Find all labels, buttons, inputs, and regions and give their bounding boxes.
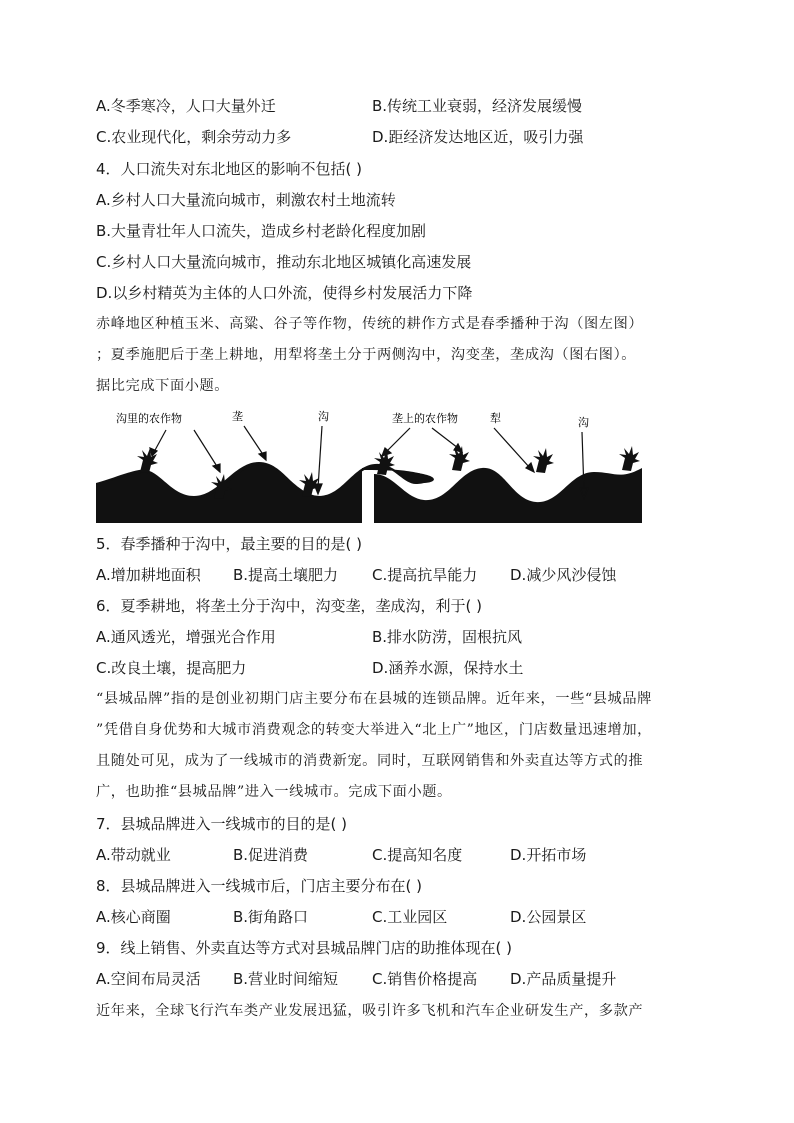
q8-option-a: A.核心商圈 — [96, 908, 171, 926]
q5-option-b: B.提高土壤肥力 — [233, 566, 339, 584]
q3-option-b: B.传统工业衰弱，经济发展缓慢 — [372, 97, 583, 115]
passage3-line2: ”凭借自身优势和大城市消费观念的转变大举进入“北上广”地区，门店数量迅速增加， — [96, 722, 652, 738]
q7-option-b: B.促进消费 — [233, 846, 309, 864]
q6-option-c: C.改良土壤，提高肥力 — [96, 659, 247, 677]
q6-option-a: A.通风透光，增强光合作用 — [96, 628, 276, 646]
q7-option-d: D.开拓市场 — [510, 846, 587, 864]
q9-stem: 9．线上销售、外卖直达等方式对县城品牌门店的助推体现在( ) — [96, 939, 513, 957]
q5-option-a: A.增加耕地面积 — [96, 566, 201, 584]
q5-option-c: C.提高抗旱能力 — [372, 566, 478, 584]
q7-stem: 7．县城品牌进入一线城市的目的是( ) — [96, 815, 348, 833]
passage3-line4: 广，也助推“县城品牌”进入一线城市。完成下面小题。 — [96, 784, 452, 800]
right-label-plow: 犁 — [490, 412, 501, 425]
left-label-furrow: 沟 — [318, 410, 329, 423]
q3-option-d: D.距经济发达地区近，吸引力强 — [372, 128, 584, 146]
q4-option-d: D.以乡村精英为主体的人口外流，使得乡村发展活力下降 — [96, 284, 473, 302]
q4-option-c: C.乡村人口大量流向城市，推动东北地区城镇化高速发展 — [96, 253, 472, 271]
q4-stem: 4．人口流失对东北地区的影响不包括( ) — [96, 160, 363, 178]
q4-option-b: B.大量青壮年人口流失，造成乡村老龄化程度加剧 — [96, 222, 427, 240]
right-crop-3 — [533, 448, 554, 473]
q8-option-c: C.工业园区 — [372, 908, 448, 926]
left-label-ridge: 垄 — [232, 410, 243, 423]
right-crop-4 — [619, 446, 640, 471]
q9-option-d: D.产品质量提升 — [510, 970, 617, 988]
passage2-line1: 赤峰地区种植玉米、高粱、谷子等作物，传统的耕作方式是春季播种于沟（图左图） — [96, 316, 644, 332]
q7-option-a: A.带动就业 — [96, 846, 171, 864]
q8-option-d: D.公园景区 — [510, 908, 587, 926]
passage2-line2: ；夏季施肥后于垄上耕地，用犁将垄土分于两侧沟中，沟变垄，垄成沟（图右图）。 — [96, 347, 637, 363]
q3-option-c: C.农业现代化，剩余劳动力多 — [96, 128, 292, 146]
q6-stem: 6．夏季耕地，将垄土分于沟中，沟变垄，垄成沟，利于( ) — [96, 597, 483, 615]
q3-option-a: A.冬季寒冷，人口大量外迁 — [96, 97, 276, 115]
q9-option-c: C.销售价格提高 — [372, 970, 478, 988]
right-panel — [374, 411, 642, 523]
left-label-crop: 沟里的农作物 — [116, 412, 182, 425]
q8-option-b: B.街角路口 — [233, 908, 309, 926]
q6-option-b: B.排水防涝，固根抗风 — [372, 628, 523, 646]
passage3-line1: “县城品牌”指的是创业初期门店主要分布在县城的连锁品牌。近年来，一些“县城品牌 — [96, 691, 652, 707]
right-label-furrow: 沟 — [578, 416, 589, 429]
q4-option-a: A.乡村人口大量流向城市，刺激农村土地流转 — [96, 191, 396, 209]
q9-option-a: A.空间布局灵活 — [96, 970, 201, 988]
passage4-line1: 近年来，全球飞行汽车类产业发展迅猛，吸引许多飞机和汽车企业研发生产，多款产 — [96, 1003, 644, 1019]
right-label-crop: 垄上的农作物 — [392, 412, 458, 425]
q9-option-b: B.营业时间缩短 — [233, 970, 339, 988]
passage3-line3: 且随处可见，成为了一线城市的消费新宠。同时，互联网销售和外卖直达等方式的推 — [96, 753, 644, 769]
passage2-line3: 据比完成下面小题。 — [96, 378, 230, 394]
furrow-ridge-figure — [94, 408, 644, 523]
q5-option-d: D.减少风沙侵蚀 — [510, 566, 617, 584]
q8-stem: 8．县城品牌进入一线城市后，门店主要分布在( ) — [96, 877, 423, 895]
q5-stem: 5．春季播种于沟中，最主要的目的是( ) — [96, 535, 363, 553]
q6-option-d: D.涵养水源，保持水土 — [372, 659, 524, 677]
q7-option-c: C.提高知名度 — [372, 846, 463, 864]
